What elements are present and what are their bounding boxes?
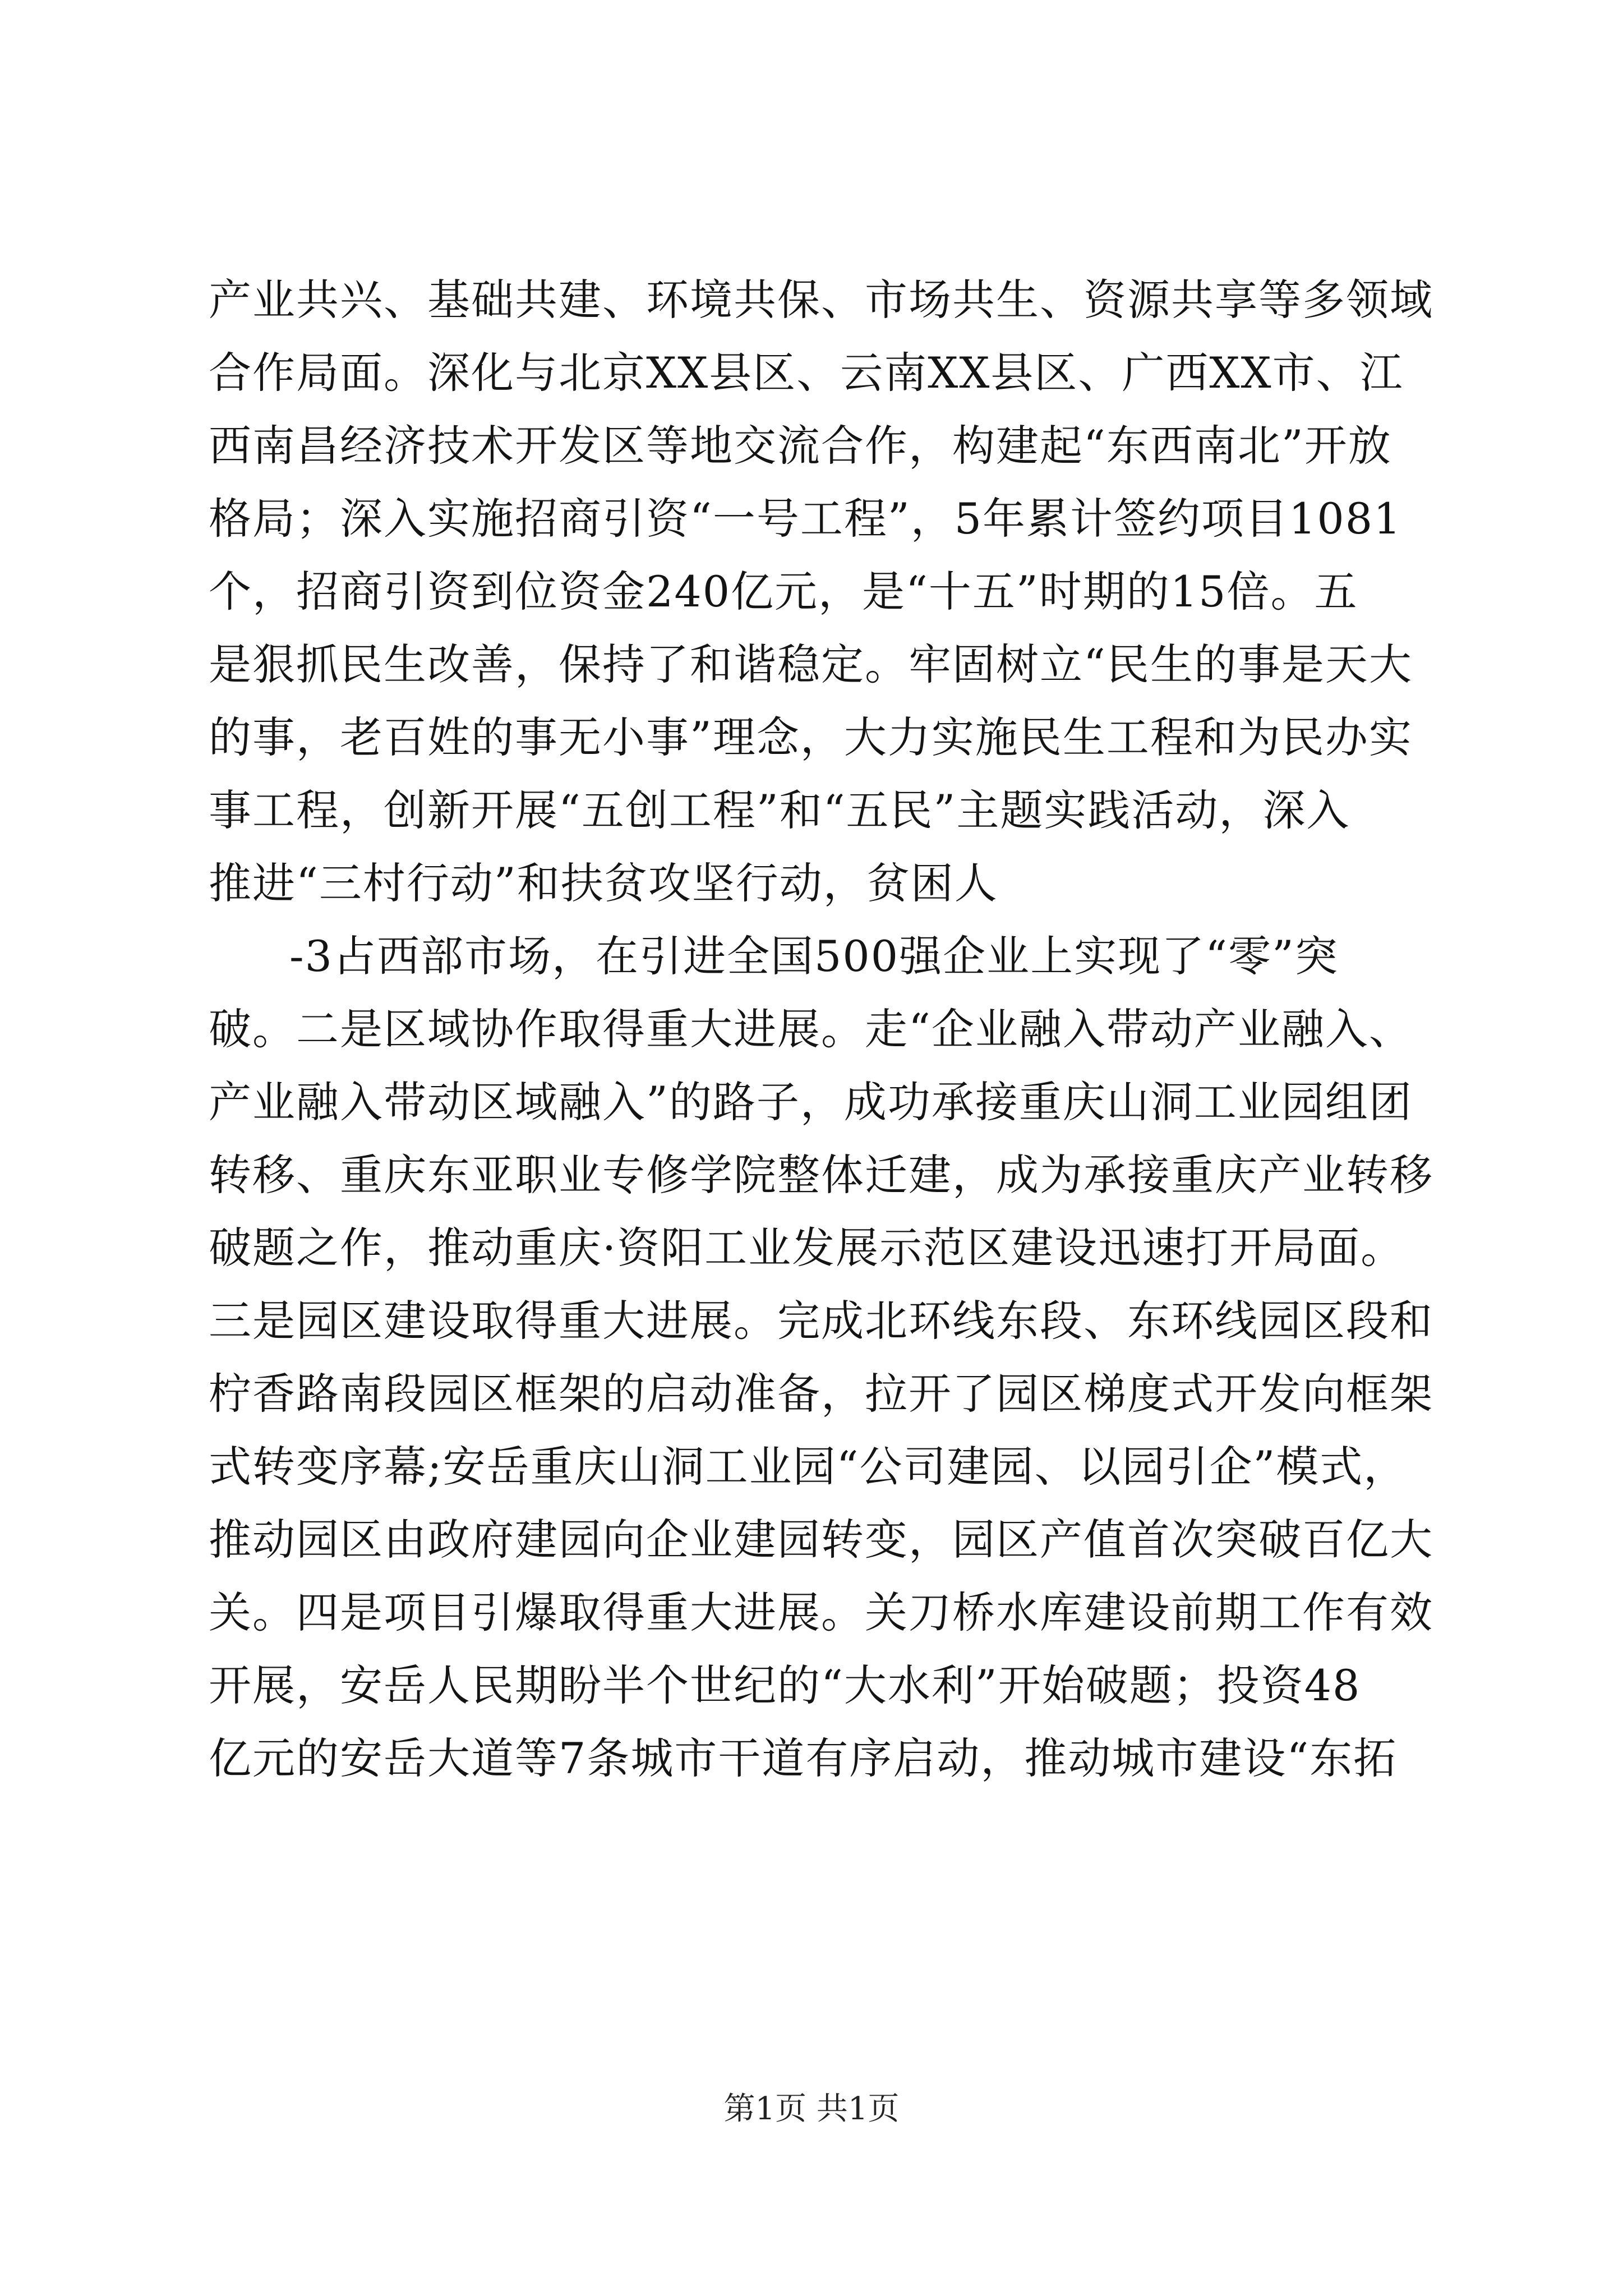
page-footer: 第1页 共1页 [723,2091,900,2127]
text-line-8: 事工程，创新开展“五创工程”和“五民”主题实践活动，深入 [209,785,1350,835]
text-line-1: 产业共兴、基础共建、环境共保、市场共生、资源共享等多领域 [209,275,1433,325]
text-line-9: 推进“三村行动”和扶贫攻坚行动，贫困人 [209,858,998,908]
text-line-6: 是狠抓民生改善，保持了和谐稳定。牢固树立“民生的事是天大 [209,639,1413,689]
text-line-20: 开展，安岳人民期盼半个世纪的“大水利”开始破题；投资48 [209,1660,1361,1710]
text-line-19: 关。四是项目引爆取得重大进展。关刀桥水库建设前期工作有效 [209,1588,1433,1637]
text-line-15: 三是园区建设取得重大进展。完成北环线东段、东环线园区段和 [209,1296,1433,1346]
text-line-14: 破题之作，推动重庆·资阳工业发展示范区建设迅速打开局面。 [209,1223,1405,1273]
text-line-13: 转移、重庆东亚职业专修学院整体迁建，成为承接重庆产业转移 [209,1150,1433,1200]
text-line-2: 合作局面。深化与北京XX县区、云南XX县区、广西XX市、江 [209,348,1404,398]
text-line-21: 亿元的安岳大道等7条城市干道有序启动，推动城市建设“东拓 [209,1733,1398,1783]
text-line-11: 破。二是区域协作取得重大进展。走“企业融入带动产业融入、 [209,1004,1413,1054]
text-line-16: 柠香路南段园区框架的启动准备，拉开了园区梯度式开发向框架 [209,1369,1433,1419]
text-line-10: -3占西部市场，在引进全国500强企业上实现了“零”突 [289,931,1339,981]
text-line-3: 西南昌经济技术开发区等地交流合作，构建起“东西南北”开放 [209,421,1392,471]
text-line-5: 个，招商引资到位资金240亿元，是“十五”时期的15倍。五 [209,567,1358,616]
text-line-4: 格局；深入实施招商引资“一号工程”，5年累计签约项目1081 [209,494,1402,544]
text-line-18: 推动园区由政府建园向企业建园转变，园区产值首次突破百亿大 [209,1515,1433,1565]
text-line-7: 的事，老百姓的事无小事”理念，大力实施民生工程和为民办实 [209,712,1413,762]
text-line-17: 式转变序幕;安岳重庆山洞工业园“公司建园、以园引企”模式， [209,1442,1408,1492]
text-line-12: 产业融入带动区域融入”的路子，成功承接重庆山洞工业园组团 [209,1077,1413,1127]
